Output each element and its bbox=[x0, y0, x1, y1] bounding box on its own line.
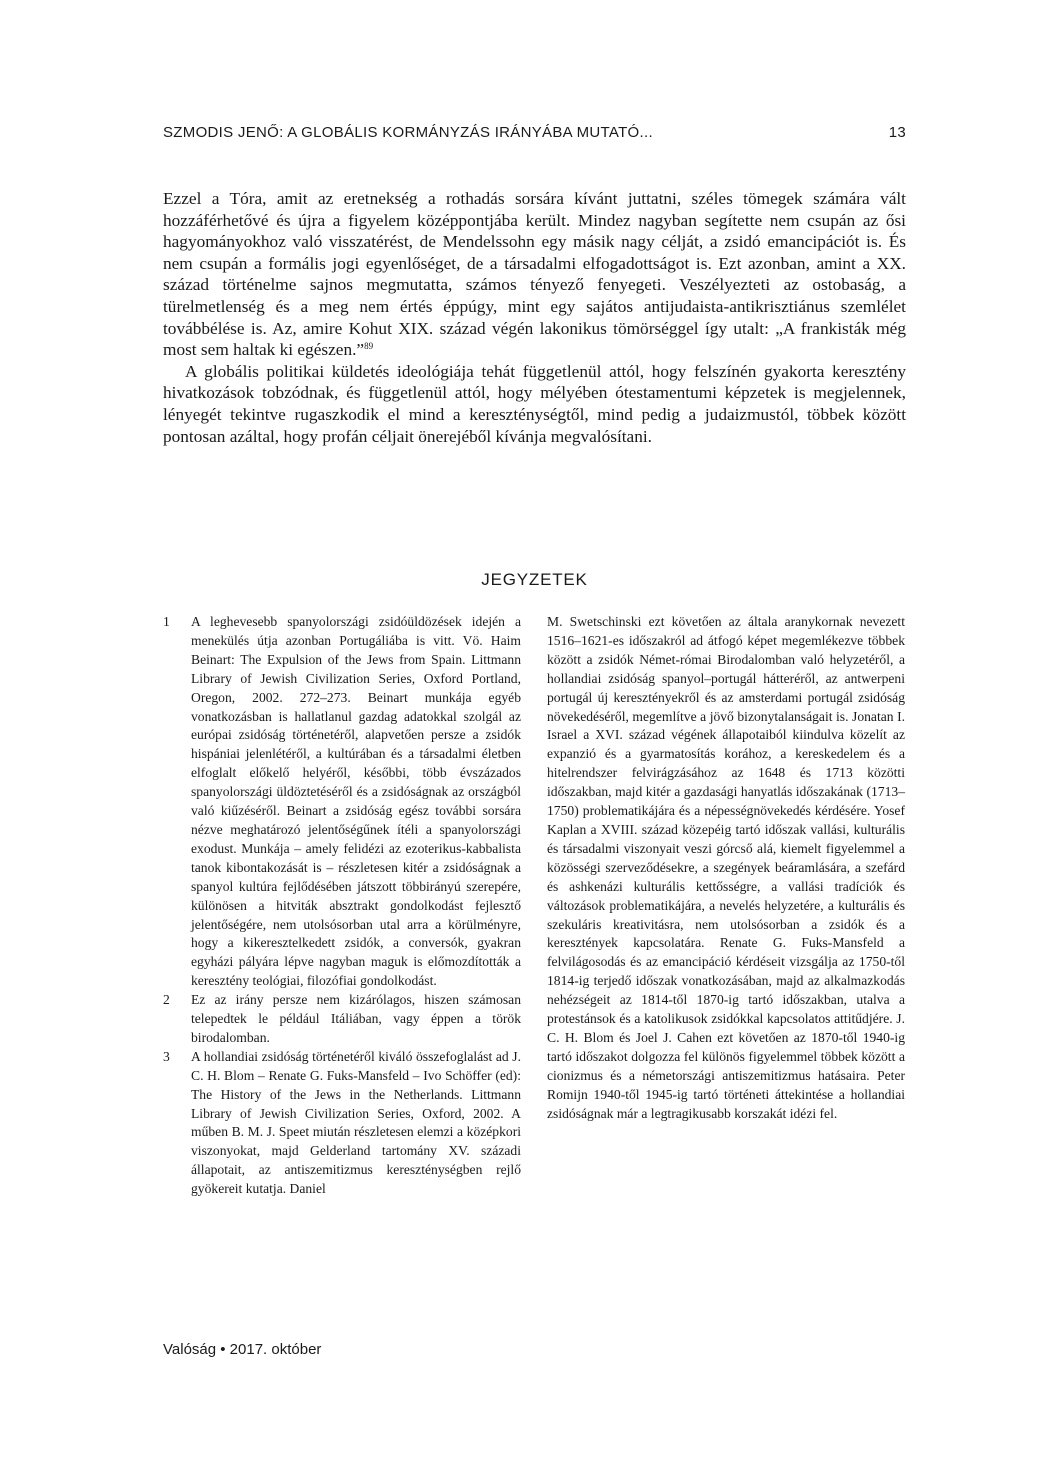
note-item bbox=[163, 1048, 521, 1199]
paragraph bbox=[163, 188, 906, 361]
note-text: Ez az irány persze nem kizárólagos, hiszen számosan telepedtek le például Itáliában, vagy éppen a török birodalomban. bbox=[191, 992, 521, 1045]
note-text: A leghevesebb spanyolországi zsidóüldözések idején a menekülés útja azonban Portugáliába is vitt. Vö. Haim Beinart: The Expulsion of the Jews from Spain. Littmann Library of Jewish Civilization Series, Oxford Portland, Oregon, 2002. 272–273. Beinart munkája egyéb vonatkozásban is hallatlanul gazdag adatokkal szolgál az európai zsidóság történetéről, alapvetően persze a zsidók hispániai jelenlétéről, a kultúrában és a társadalmi életben elfoglalt előkelő helyéről, későbbi, több évszázados spanyolországi üldöztetéséről és a zsidóságnak az országból való kiűzéséről. Beinart a zsidóság egész további sorsára nézve meghatározó jelentőségűnek ítéli a spanyolországi exodust. Munkája – amely felidézi az ezoterikus-kabbalista tanok kibontakozását is – részletesen kitér a zsidóságnak a spanyol kultúra fejlődésében játszott többirányú szerepére, különösen a hitviták absztrakt gondolkodást fejlesztő jelentőségére, nem utolsósorban utal arra a körülményre, hogy a kikeresztelkedett zsidók, a conversók, gyakran egyházi pályára lépve nagyban maguk is előmozdították a keresztény teológiai, filozófiai gondolkodást. bbox=[191, 614, 521, 989]
running-title: SZMODIS JENŐ: A GLOBÁLIS KORMÁNYZÁS IRÁNYÁBA MUTATÓ... bbox=[163, 124, 653, 141]
notes-heading: JEGYZETEK bbox=[481, 570, 588, 589]
main-text bbox=[163, 188, 906, 447]
note-number: 3 bbox=[163, 1048, 170, 1064]
paragraph-text: Ezzel a Tóra, amit az eretnekség a rothadás sorsára kívánt juttatni, széles tömegek számára vált hozzáférhetővé és újra a figyelem középpontjába került. Mindez nagyban segítette nem csupán az ősi hagyományokhoz való visszatérést, de Mendelssohn egy másik nagy célját, a zsidó emancipációt is. És nem csupán a formális jogi egyenlőséget, de a társadalmi elfogadottságot is. Ezt azonban, amint a XX. század történelme sajnos megmutatta, számos tényező fenyegeti. Veszélyezteti az ostobaság, a türelmetlenség és a meg nem értés éppúgy, mint egy sajátos antijudaista-antikrisztiánus szemlélet továbbélése is. Az, amire Kohut XIX. század végén lakonikus tömörséggel így utalt: „A frankisták még most sem haltak ki egészen.” bbox=[163, 189, 906, 360]
note-item bbox=[163, 613, 521, 991]
note-item bbox=[163, 991, 521, 1048]
note-text: A hollandiai zsidóság történetéről kiváló összefoglalást ad J. C. H. Blom – Renate G. Fuks-Mansfeld – Ivo Schöffer (ed): The History of the Jews in the Netherlands. Littmann Library of Jewish Civilization Series, Oxford, 2002. A műben B. M. J. Speet miután részletesen elemzi a középkori viszonyokat, majd Gelderland tartomány XV. századi állapotait, az antiszemitizmus kereszténységben rejlő gyökereit kutatja. Daniel bbox=[191, 1048, 521, 1197]
note-text-continued: M. Swetschinski ezt követően az általa aranykornak nevezett 1516–1621-es időszakról ad átfogó képet megemlékezve többek között a zsidók Német-római Birodalomban való helyzetéről, a hollandiai zsidóság spanyol–portugál hátteréről, az antwerpeni portugál új keresztényekről és az amsterdami portugál zsidóság növekedéséről, megemlítve a jövő bizonytalanságait is. Jonatan I. Israel a XVI. század végének állapotaiból kiindulva közelít az expanzió és a gyarmatosítás korához, a kereskedelem és a hitelrendszer felvirágzásához az 1648 és 1713 közötti időszakban, majd kitér a gazdasági hanyatlás időszakának (1713–1750) problematikájára és a népességnövekedés kérdésére. Yosef Kaplan a XVIII. század közepéig tartó időszak vallási, kulturális és társadalmi viszonyait veszi górcső alá, kiemelt figyelemmel a közösségi szerveződésekre, a szegények beáramlására, a szefárd és ashkenázi kulturális kettősségre, a vallási tradíciók és változások problematikájára, a nevelés helyzetére, a kulturális és szekuláris kreativitásra, nem utolsósorban a zsidók és a keresztények kapcsolatára. Renate G. Fuks-Mansfeld a felvilágosodás és az emancipáció kérdéseit vizsgálja az 1750-től 1814-ig terjedő időszak vonatkozásában, majd az alkalmazkodás nehézségeit az 1814-től 1870-ig tartó időszakban, utalva a protestánsok és a katolikusok zsidókkal kapcsolatos attitűdjére. J. C. H. Blom és Joel J. Cahen ezt követően az 1870-től 1940-ig tartó időszakot dolgozza fel különös figyelemmel többek között a cionizmus és a németországi antiszemitizmus hatásaira. Peter Romijn 1940-től 1945-ig tartó történeti áttekintése a hollandiai zsidóságnak már a legtragikusabb korszakát idézi fel. bbox=[547, 614, 905, 1121]
notes-column-left bbox=[163, 613, 521, 1199]
note-number: 1 bbox=[163, 614, 170, 629]
notes-column-right bbox=[547, 613, 905, 1123]
footer-publication: Valóság • 2017. október bbox=[163, 1341, 322, 1358]
paragraph: A globális politikai küldetés ideológiája tehát függetlenül attól, hogy felszínén gyakorta keresztény hivatkozások tobzódnak, és függetlenül attól, hogy mélyében ótestamentumi képzetek is megjelennek, lényegét tekintve rugaszkodik el mind a kereszténységtől, mind pedig a judaizmustól, többek között pontosan azáltal, hogy profán céljait önerejéből kívánja megvalósítani. bbox=[163, 361, 906, 446]
page-number: 13 bbox=[888, 124, 906, 141]
footnote-reference[interactable]: 89 bbox=[364, 341, 374, 352]
note-number: 2 bbox=[163, 992, 170, 1008]
